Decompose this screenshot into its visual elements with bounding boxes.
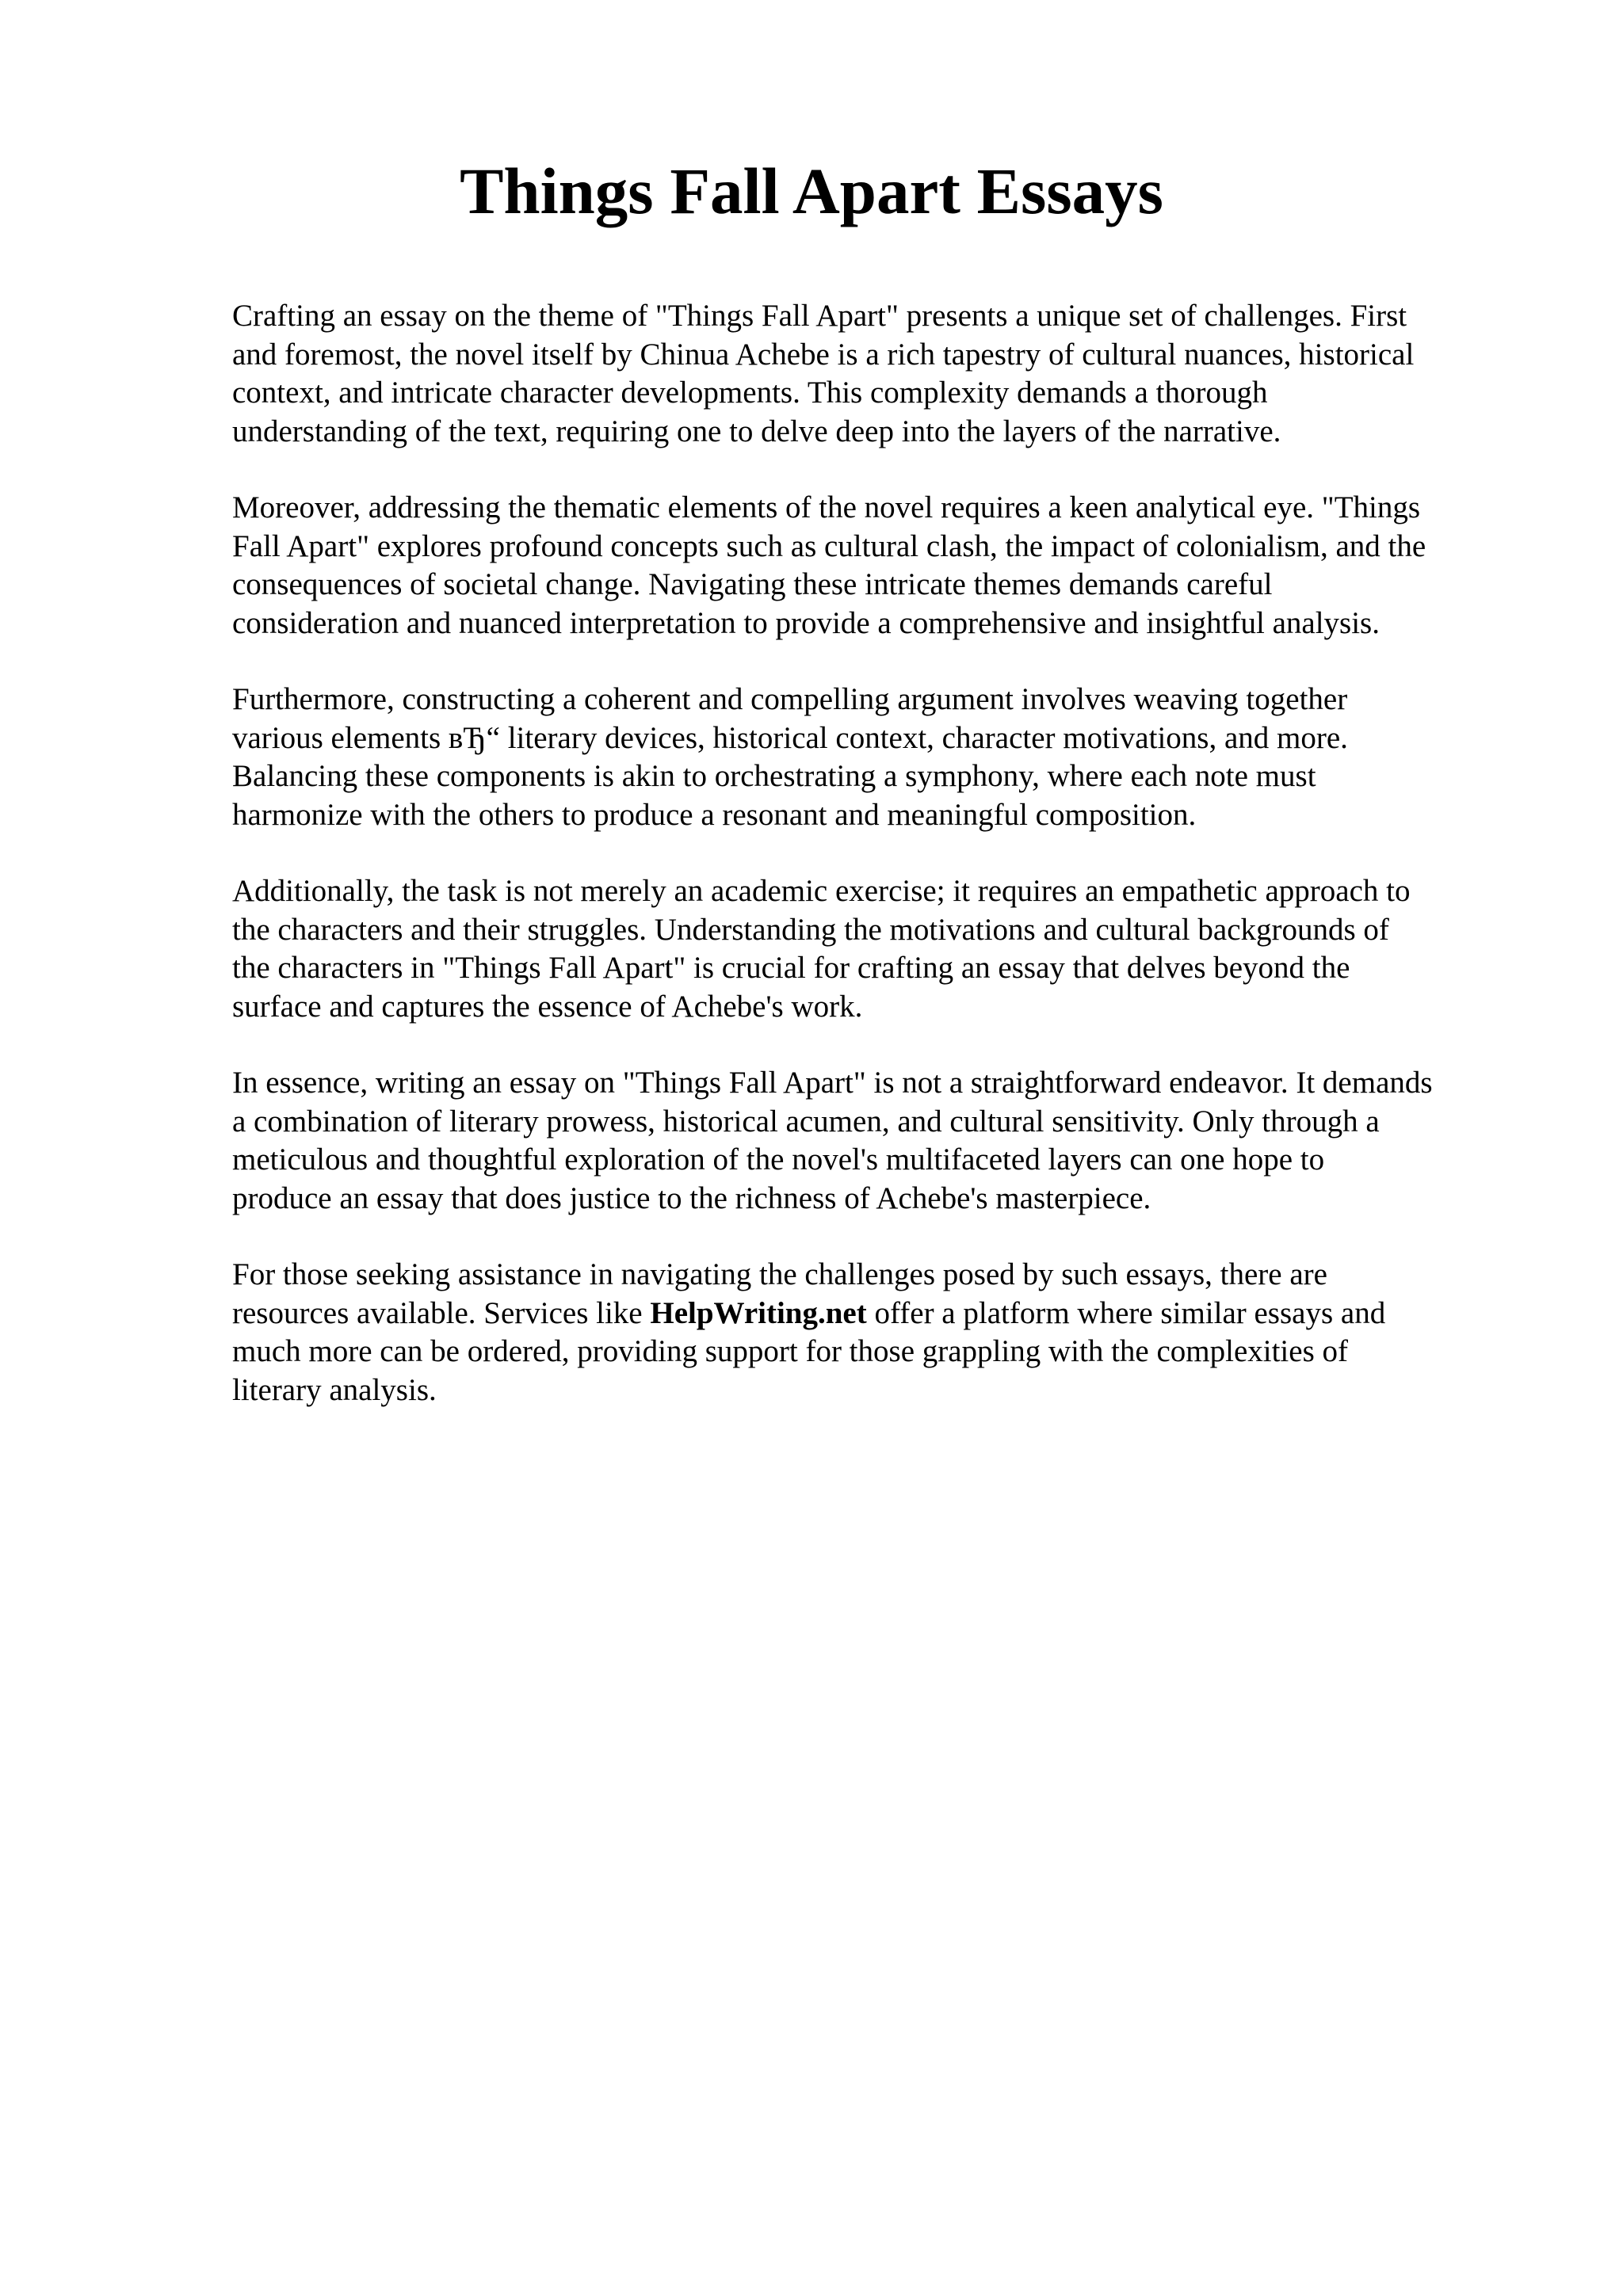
paragraph-line: Additionally, the task is not merely an academic exercise; it requires an empathetic approach to xyxy=(232,874,1411,908)
paragraph-3 xyxy=(232,681,1532,834)
paragraph-line: Furthermore, constructing a coherent and compelling argument involves weaving together xyxy=(232,682,1348,716)
essay-body xyxy=(232,297,1532,1447)
paragraph-line: surface and captures the essence of Achebe's work. xyxy=(232,989,863,1024)
paragraph-line: Crafting an essay on the theme of "Things Fall Apart" presents a unique set of challenges. First xyxy=(232,299,1407,333)
paragraph-line: Balancing these components is akin to orchestrating a symphony, where each note must xyxy=(232,759,1316,793)
line-text-after: offer a platform where similar essays and xyxy=(866,1295,1386,1330)
paragraph-line: the characters and their struggles. Understanding the motivations and cultural backgrounds of xyxy=(232,912,1389,947)
page-title: Things Fall Apart Essays xyxy=(460,154,1163,227)
paragraph-line: consideration and nuanced interpretation to provide a comprehensive and insightful analysis. xyxy=(232,605,1380,640)
paragraph-2 xyxy=(232,489,1532,643)
paragraph-line: For those seeking assistance in navigating the challenges posed by such essays, there are xyxy=(232,1257,1327,1291)
paragraph-line: meticulous and thoughtful exploration of the novel's multifaceted layers can one hope to xyxy=(232,1142,1325,1177)
paragraph-6 xyxy=(232,1256,1532,1409)
helpwriting-brand: HelpWriting.net xyxy=(650,1295,867,1330)
paragraph-line: context, and intricate character developments. This complexity demands a thorough xyxy=(232,376,1268,410)
paragraph-5 xyxy=(232,1064,1532,1218)
paragraph-line-with-link xyxy=(232,1295,1532,1333)
paragraph-line: harmonize with the others to produce a resonant and meaningful composition. xyxy=(232,797,1197,832)
paragraph-line: Fall Apart" explores profound concepts such as cultural clash, the impact of colonialism, and the xyxy=(232,528,1426,563)
paragraph-line: Moreover, addressing the thematic elements of the novel requires a keen analytical eye. "Things xyxy=(232,490,1421,524)
paragraph-line: produce an essay that does justice to the richness of Achebe's masterpiece. xyxy=(232,1180,1151,1215)
paragraph-line: literary analysis. xyxy=(232,1372,437,1407)
paragraph-line: and foremost, the novel itself by Chinua Achebe is a rich tapestry of cultural nuances, historical xyxy=(232,337,1415,372)
paragraph-line: In essence, writing an essay on "Things Fall Apart" is not a straightforward endeavor. It demands xyxy=(232,1066,1433,1100)
paragraph-line: much more can be ordered, providing support for those grappling with the complexities of xyxy=(232,1334,1348,1368)
line-text-before: resources available. Services like xyxy=(232,1295,651,1330)
paragraph-line: various elements вЂ“ literary devices, historical context, character motivations, and more. xyxy=(232,720,1348,755)
paragraph-line: understanding of the text, requiring one to delve deep into the layers of the narrative. xyxy=(232,414,1281,448)
paragraph-line: a combination of literary prowess, historical acumen, and cultural sensitivity. Only through a xyxy=(232,1104,1380,1138)
paragraph-1 xyxy=(232,297,1532,451)
paragraph-line: the characters in "Things Fall Apart" is crucial for crafting an essay that delves beyond the xyxy=(232,951,1350,985)
paragraph-line: consequences of societal change. Navigating these intricate themes demands careful xyxy=(232,567,1273,601)
paragraph-4 xyxy=(232,872,1532,1026)
